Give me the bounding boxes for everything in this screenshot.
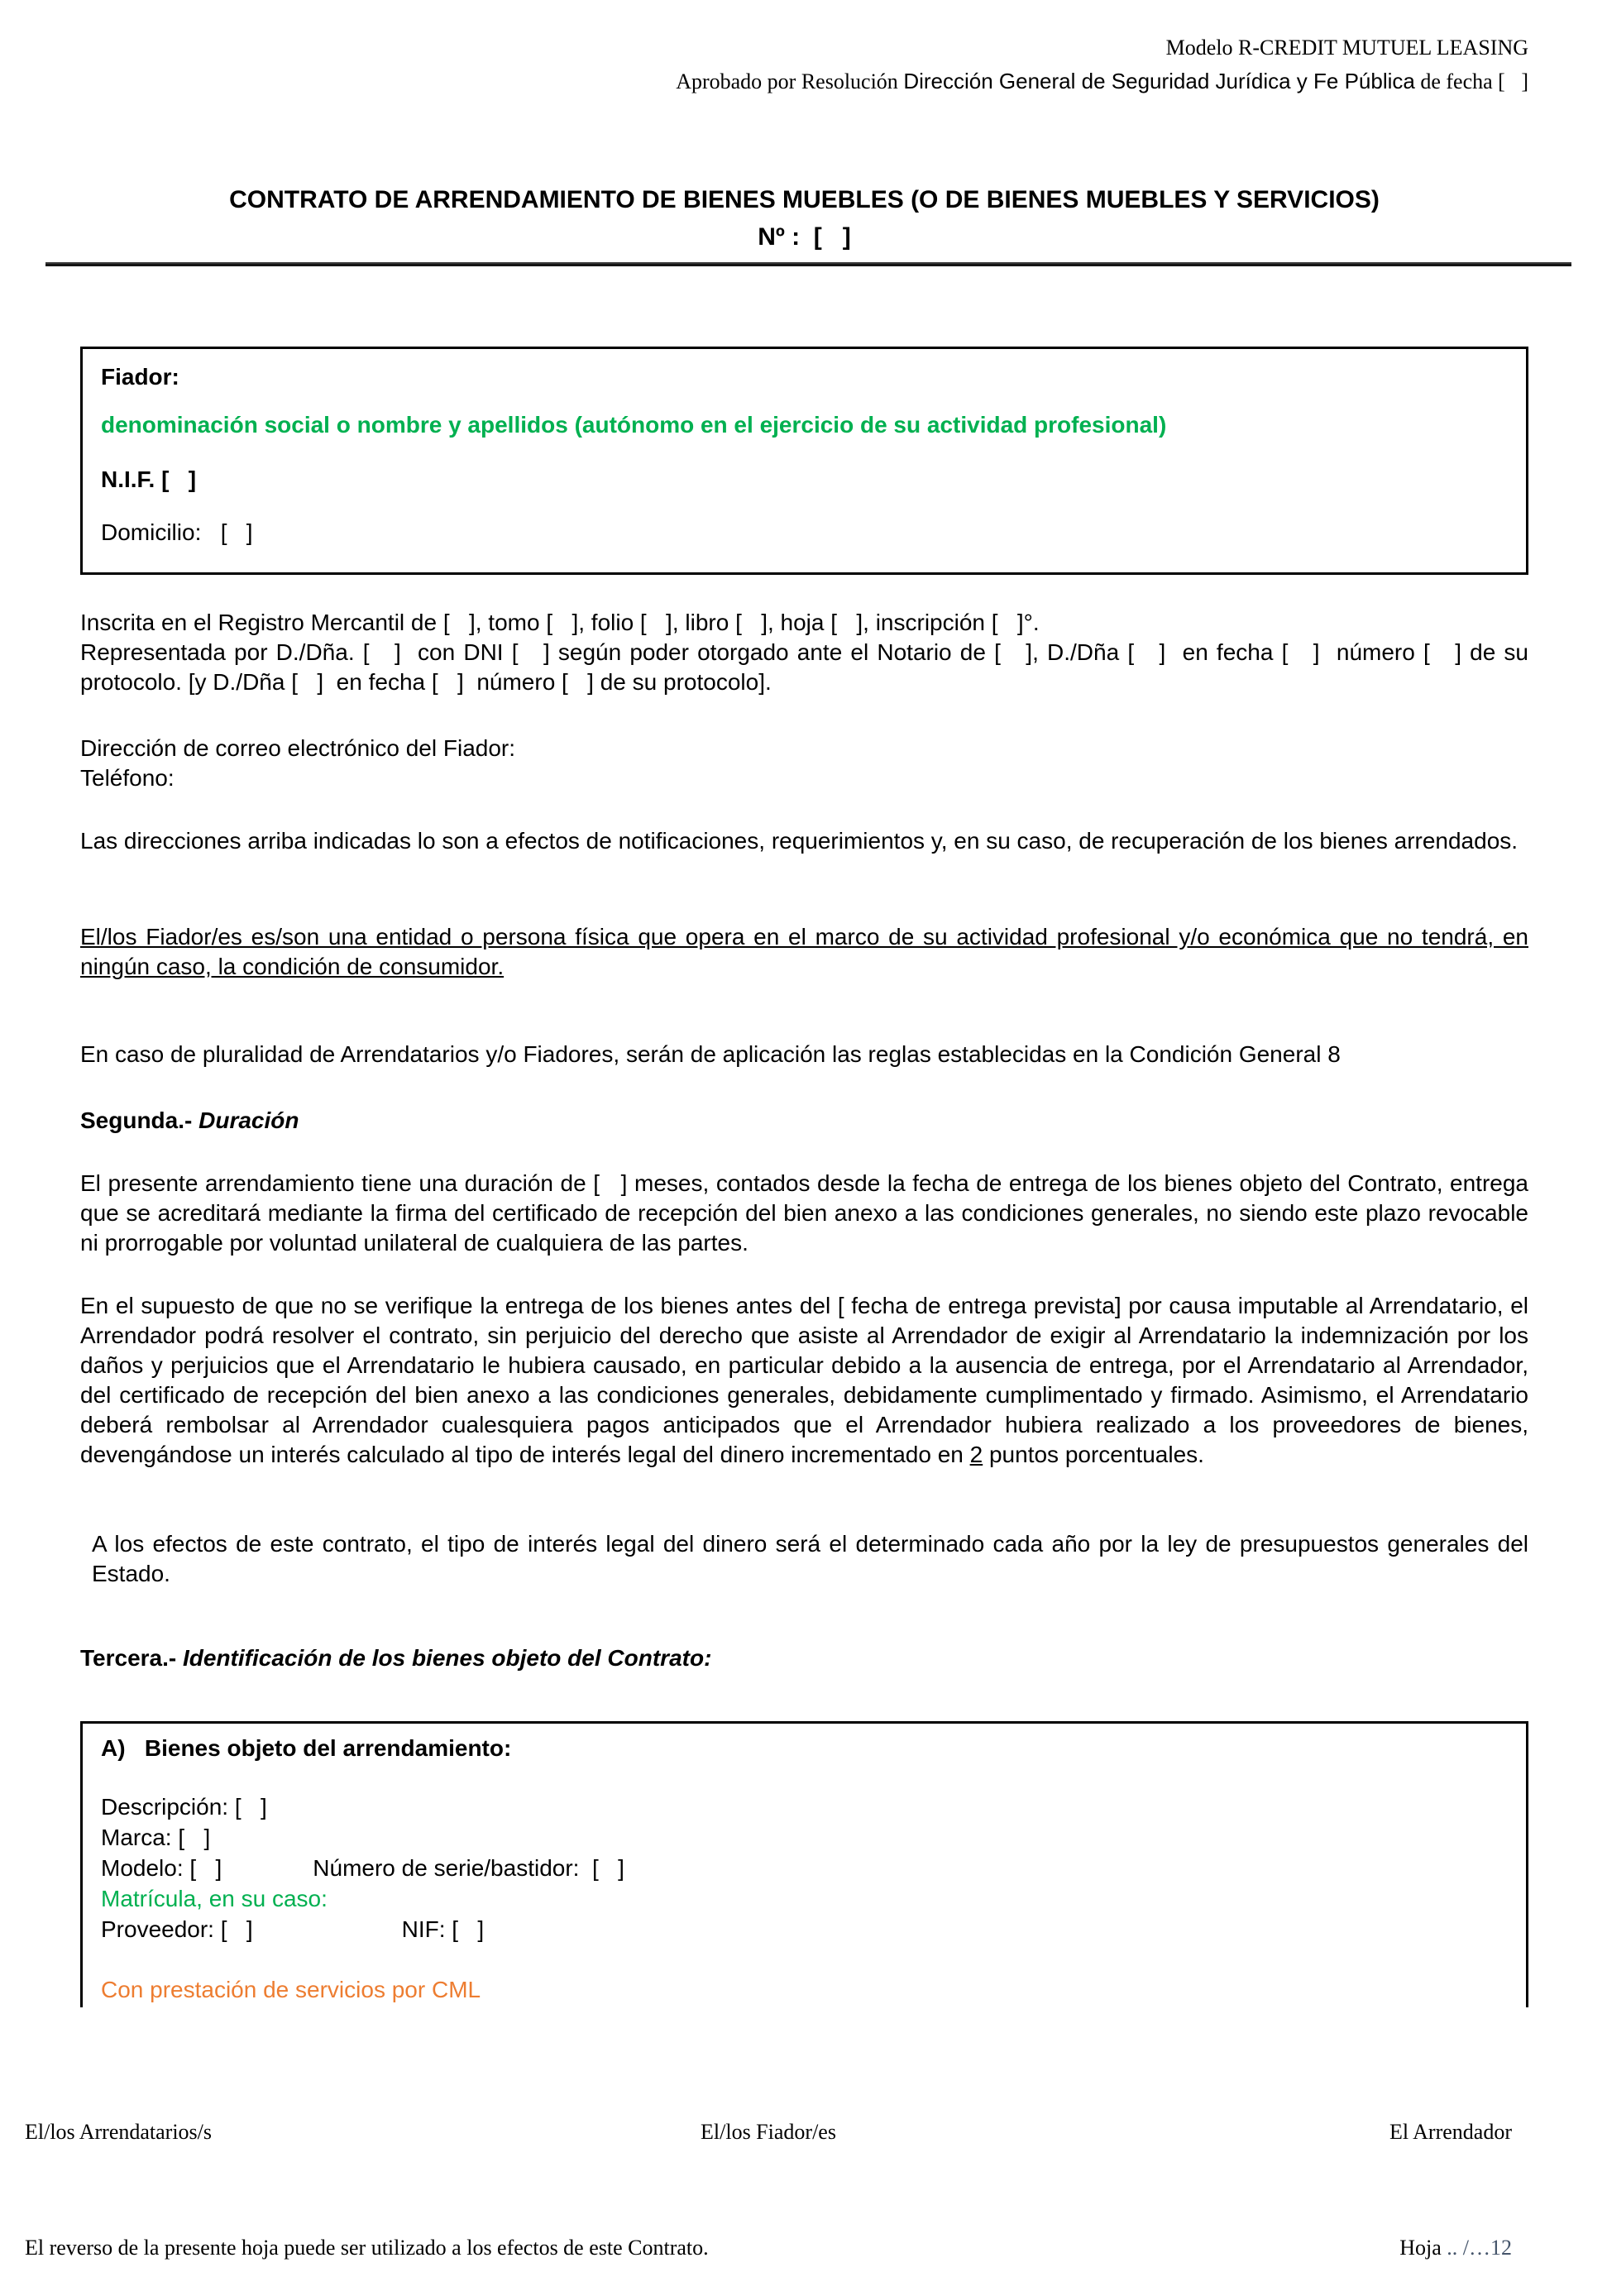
fiador-phone-label: Teléfono: (80, 765, 175, 791)
tercera-heading-title: Identificación de los bienes objeto del Contrato: (183, 1645, 712, 1671)
document-title-number: Nº : [ ] (758, 223, 851, 251)
modelo-field: Modelo: [ ] (101, 1855, 222, 1881)
signature-arrendatarios: El/los Arrendatarios/s (25, 2120, 213, 2144)
proveedor-field: Proveedor: [ ] (101, 1916, 253, 1942)
document-title (80, 181, 1528, 256)
header-approval-prefix: Aprobado por Resolución (676, 69, 904, 93)
registro-line2: Representada por D./Dña. [ ] con DNI [ ] según poder otorgado ante el Notario de [ ], D./Dña [ ] en fecha [ ] número [ ] de su protocolo. [y D./Dña [ ] en fecha [ ] número [ ] de su protocolo]. (80, 639, 1528, 695)
footer-row (25, 2235, 1512, 2261)
proveedor-nif-field: NIF: [ ] (401, 1916, 485, 1942)
marca-field: Marca: [ ] (101, 1825, 211, 1850)
segunda-heading-prefix: Segunda.- (80, 1107, 199, 1133)
delivery-failure-paragraph (80, 1291, 1528, 1470)
fiador-professional-clause: El/los Fiador/es es/son una entidad o persona física que opera en el marco de su actividad profesional y/o económica que no tendrá, en ningún caso, la condición de consumidor. (80, 924, 1528, 979)
header-model-line: Modelo R-CREDIT MUTUEL LEASING (1165, 36, 1528, 60)
proveedor-nif-row (101, 1914, 1508, 1944)
bienes-box (80, 1721, 1528, 2007)
header-approval-line (80, 65, 1528, 98)
registro-line1: Inscrita en el Registro Mercantil de [ ], tomo [ ], folio [ ], libro [ ], hoja [ ], inscripción [ ]°. (80, 610, 1040, 635)
segunda-heading-title: Duración (198, 1107, 299, 1133)
fiador-label: Fiador: (101, 364, 179, 390)
registro-paragraph (80, 608, 1528, 697)
fiador-denomination: denominación social o nombre y apellidos (autónomo en el ejercicio de su actividad profesional) (101, 412, 1167, 438)
segunda-heading (80, 1106, 1528, 1136)
descripcion-field: Descripción: [ ] (101, 1794, 267, 1820)
serie-field: Número de serie/bastidor: [ ] (313, 1855, 624, 1881)
title-divider (45, 262, 1571, 266)
tercera-heading (80, 1643, 1528, 1673)
header-right-block (80, 31, 1528, 98)
reverse-note: El reverso de la presente hoja puede ser utilizado a los efectos de este Contrato. (25, 2236, 709, 2260)
delivery-failure-text: En el supuesto de que no se verifique la entrega de los bienes antes del [ fecha de entrega prevista] por causa imputable al Arrendatario, el Arrendador podrá resolver el contrato, sin perjuicio del derecho que asiste al Arrendador de exigir al Arrendatario la indemnización por los daños y perjuicios que el Arrendatario le hubiera causado, en particular debido a la ausencia de entrega, por el Arrendatario al Arrendador, del certificado de recepción del bien anexo a las condiciones generales, debidamente cumplimentado y firmado. Asimismo, el Arrendatario deberá rembolsar al Arrendador cualesquiera pagos anticipados que el Arrendador hubiera realizado a los proveedores de bienes, devengándose un interés calculado al tipo de interés legal del dinero incrementado en (80, 1293, 1528, 1467)
header-approval-suffix: de fecha [ ] (1414, 69, 1528, 93)
document-title-line1: CONTRATO DE ARRENDAMIENTO DE BIENES MUEBLES (O DE BIENES MUEBLES Y SERVICIOS) (229, 186, 1380, 213)
plurality-clause: En caso de pluralidad de Arrendatarios y/o Fiadores, serán de aplicación las reglas establecidas en la Condición General 8 (80, 1041, 1341, 1067)
fiador-nif-field: N.I.F. [ ] (101, 466, 197, 492)
matricula-field: Matrícula, en su caso: (101, 1886, 328, 1911)
legal-interest-paragraph: A los efectos de este contrato, el tipo de interés legal del dinero será el determinado cada año por la ley de presupuestos generales del Estado. (92, 1531, 1528, 1586)
interest-points-number: 2 (969, 1442, 983, 1467)
fiador-box (80, 347, 1528, 575)
services-note: Con prestación de servicios por CML (101, 1977, 481, 2002)
bienes-heading: A) Bienes objeto del arrendamiento: (101, 1735, 512, 1761)
signature-row (25, 2119, 1512, 2145)
delivery-failure-text-end: puntos porcentuales. (983, 1442, 1204, 1467)
tercera-heading-prefix: Tercera.- (80, 1645, 183, 1671)
fiador-domicilio-field: Domicilio: [ ] (101, 519, 253, 545)
addresses-note: Las direcciones arriba indicadas lo son a efectos de notificaciones, requerimientos y, en su caso, de recuperación de los bienes arrendados. (80, 828, 1519, 854)
page-indicator-pages: .. /…12 (1441, 2236, 1512, 2260)
duration-paragraph: El presente arrendamiento tiene una duración de [ ] meses, contados desde la fecha de entrega de los bienes objeto del Contrato, entrega que se acreditará mediante la firma del certificado de recepción del bien anexo a las condiciones generales, no siendo este plazo revocable ni prorrogable por voluntad unilateral de cualquiera de las partes. (80, 1170, 1528, 1256)
fiador-email-label: Dirección de correo electrónico del Fiador: (80, 735, 516, 761)
page-indicator-label: Hoja (1399, 2236, 1442, 2260)
modelo-serie-row (101, 1853, 1508, 1883)
contact-block (80, 734, 1528, 793)
header-approval-entity: Dirección General de Seguridad Jurídica y Fe Pública (903, 69, 1415, 93)
signature-arrendador: El Arrendador (1389, 2120, 1512, 2144)
page-indicator (1399, 2235, 1512, 2261)
signature-fiadores: El/los Fiador/es (701, 2120, 836, 2144)
